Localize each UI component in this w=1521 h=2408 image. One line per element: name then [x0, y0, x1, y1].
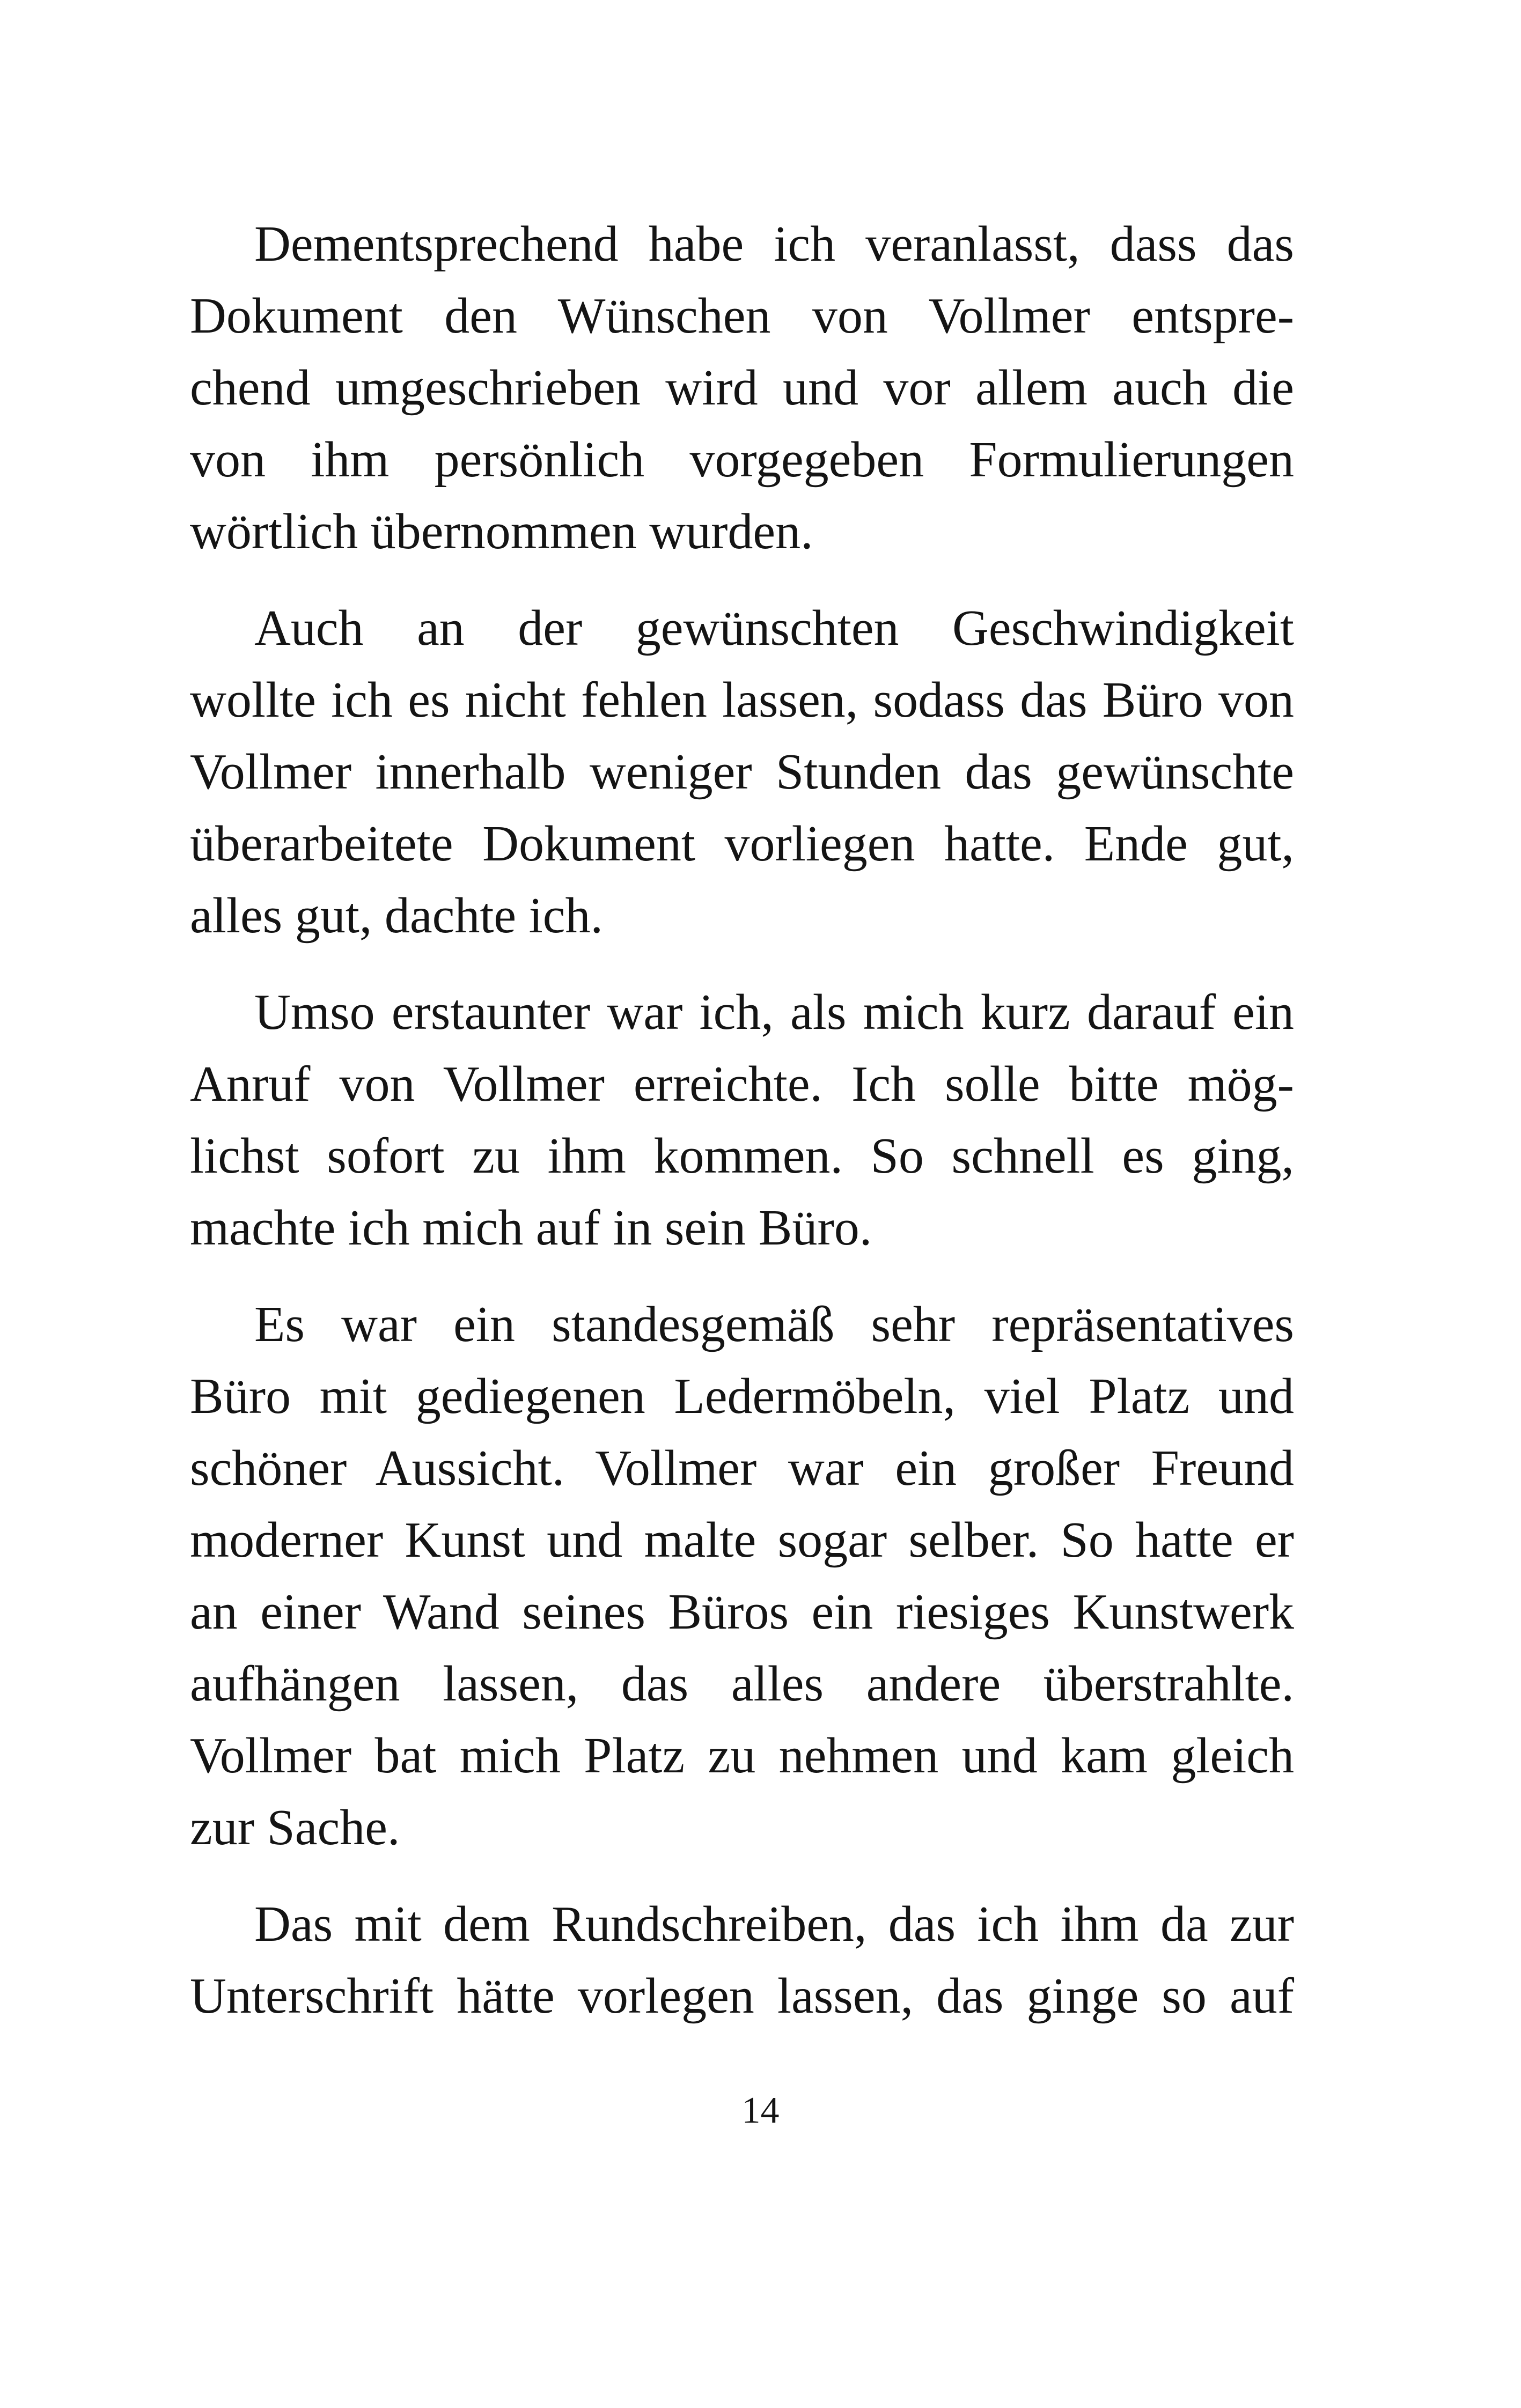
paragraph [190, 592, 1294, 952]
text-line: aufhängen lassen, das alles andere überstrahlte. [190, 1656, 1294, 1712]
text-line: Anruf von Vollmer erreichte. Ich solle bitte mög- [190, 1056, 1294, 1112]
text-line: an einer Wand seines Büros ein riesiges Kunstwerk [190, 1584, 1294, 1640]
text-line: Auch an der gewünschten Geschwindigkeit [254, 600, 1294, 656]
text-line: Unterschrift hätte vorlegen lassen, das ginge so auf [190, 1968, 1294, 2024]
text-line: überarbeitete Dokument vorliegen hatte. Ende gut, [190, 816, 1294, 872]
text-line: Es war ein standesgemäß sehr repräsentatives [254, 1297, 1294, 1352]
text-line: chend umgeschrieben wird und vor allem auch die [190, 360, 1294, 416]
text-line: Vollmer bat mich Platz zu nehmen und kam gleich [190, 1728, 1294, 1784]
paragraph-gap [190, 1864, 1294, 1888]
text-line: machte ich mich auf in sein Büro. [190, 1200, 872, 1256]
text-line: alles gut, dachte ich. [190, 888, 603, 944]
paragraph [190, 1888, 1294, 2032]
text-line: Vollmer innerhalb weniger Stunden das gewünschte [190, 744, 1294, 800]
paragraph [190, 1288, 1294, 1864]
text-line: Büro mit gediegenen Ledermöbeln, viel Platz und [190, 1368, 1294, 1424]
text-line: Umso erstaunter war ich, als mich kurz darauf ein [254, 984, 1294, 1040]
paragraph-gap [190, 952, 1294, 976]
text-line: schöner Aussicht. Vollmer war ein großer Freund [190, 1440, 1294, 1496]
body-text [190, 208, 1294, 2032]
text-line: wollte ich es nicht fehlen lassen, sodass das Büro von [190, 672, 1294, 728]
text-line: lichst sofort zu ihm kommen. So schnell es ging, [190, 1128, 1294, 1184]
paragraph-gap [190, 1264, 1294, 1288]
text-line: zur Sache. [190, 1800, 400, 1855]
paragraph-gap [190, 568, 1294, 592]
text-line: wörtlich übernommen wurden. [190, 504, 813, 559]
text-line: moderner Kunst und malte sogar selber. So hatte er [190, 1512, 1294, 1568]
paragraph [190, 208, 1294, 568]
text-line: Das mit dem Rundschreiben, das ich ihm da zur [254, 1896, 1294, 1952]
page-number: 14 [741, 2090, 780, 2131]
text-line: Dementsprechend habe ich veranlasst, dass das [254, 216, 1294, 272]
paragraph [190, 976, 1294, 1264]
text-line: von ihm persönlich vorgegeben Formulierungen [190, 432, 1294, 488]
text-line: Dokument den Wünschen von Vollmer entspre- [190, 288, 1294, 344]
